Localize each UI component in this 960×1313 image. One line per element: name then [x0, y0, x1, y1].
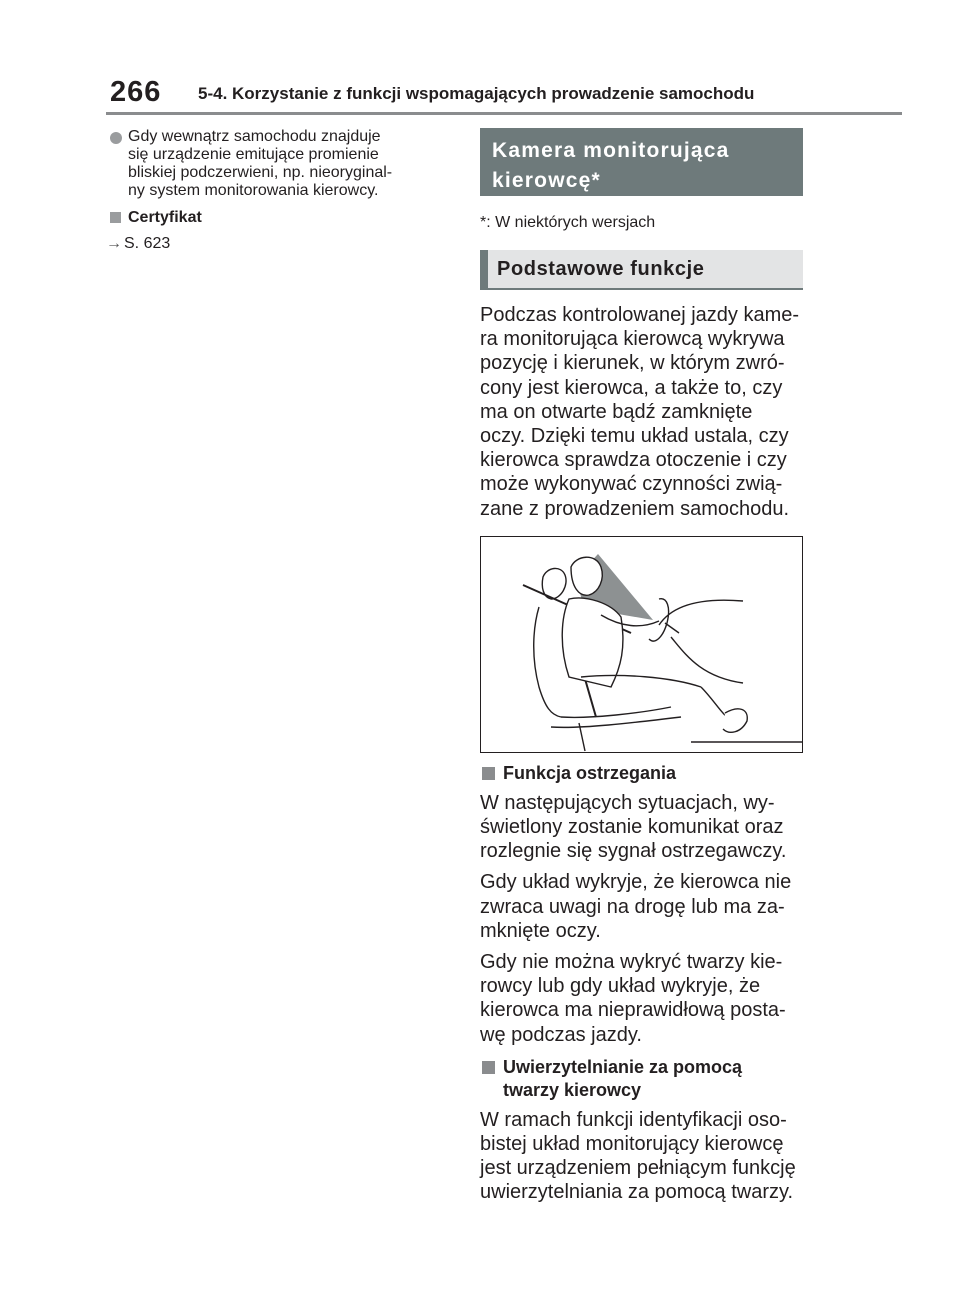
left-column	[106, 128, 451, 254]
section-title: 5-4. Korzystanie z funkcji wspomagających prowadzenie samochodu	[198, 84, 755, 103]
text-line: W następujących sytuacjach, wy-	[480, 791, 775, 814]
square-bullet-icon	[482, 767, 495, 780]
warning-paragraph-1	[480, 791, 803, 864]
text-line: uwierzytelniania za pomocą twarzy.	[480, 1181, 794, 1204]
text-line: ra monitorująca kierowcą wykrywa	[480, 328, 785, 351]
certificate-heading-text: Certyfikat	[128, 209, 202, 226]
page-number: 266	[110, 76, 162, 108]
text-line: pozycję i kierunek, w którym zwró-	[480, 352, 785, 375]
driver-seat-diagram	[481, 537, 802, 752]
text-line: wę podczas jazdy.	[480, 1023, 642, 1046]
seat-back	[534, 607, 561, 717]
text-line: może wykonywać czynności zwią-	[480, 473, 783, 496]
square-bullet-icon	[482, 1061, 495, 1074]
text-line: zwraca uwagi na drogę lub ma za-	[480, 895, 785, 918]
square-bullet-icon	[110, 212, 121, 223]
text-line: bistej układ monitorujący kierowcę	[480, 1133, 784, 1156]
sub-heading: Podstawowe funkcje	[480, 250, 803, 290]
infrared-note	[106, 128, 451, 200]
text-line: Gdy wewnątrz samochodu znajduje	[128, 128, 381, 145]
warning-heading-text: Funkcja ostrzegania	[503, 762, 677, 783]
arrow-right-icon: →	[106, 235, 122, 252]
text-line: rowcy lub gdy układ wykryje, że	[480, 975, 761, 998]
footnote: *: W niektórych wersjach	[480, 214, 656, 231]
text-line: cony jest kierowca, a także to, czy	[480, 376, 783, 399]
text-line: się urządzenie emitujące promienie	[128, 146, 379, 163]
authentication-heading	[480, 1056, 803, 1102]
text-line: oczy. Dzięki temu układ ustala, czy	[480, 425, 789, 448]
text-line: ny system monitorowania kierowcy.	[128, 182, 379, 199]
intro-paragraph	[480, 303, 803, 521]
steering-wheel	[649, 599, 669, 641]
heading-line: kierowcę*	[492, 169, 601, 192]
driver-foot	[723, 709, 747, 732]
main-heading	[480, 128, 803, 196]
seat-cushion	[561, 707, 671, 717]
warning-heading	[480, 762, 803, 785]
steering-column	[665, 623, 679, 633]
text-line: zane z prowadzeniem samochodu.	[480, 497, 790, 520]
page-reference[interactable]: S. 623	[124, 235, 171, 252]
authentication-paragraph	[480, 1108, 803, 1205]
bullet-dot-icon	[110, 132, 122, 144]
text-line: jest urządzeniem pełniącym funkcję	[480, 1157, 796, 1180]
driver-shin	[701, 687, 729, 719]
text-line: Gdy nie można wykryć twarzy kie-	[480, 951, 783, 974]
heading-line: Kamera monitorująca	[492, 139, 730, 162]
driver-camera-illustration	[480, 536, 803, 753]
right-column	[480, 128, 803, 1205]
text-line: Podczas kontrolowanej jazdy kame-	[480, 304, 800, 326]
text-line: ma on otwarte bądź zamknięte	[480, 400, 753, 423]
heading-line: twarzy kierowcy	[503, 1079, 642, 1100]
text-line: kierowca sprawdza otoczenie i czy	[480, 449, 787, 472]
text-line: świetlony zostanie komunikat oraz	[480, 816, 784, 839]
heading-line: Uwierzytelnianie za pomocą	[503, 1056, 743, 1077]
certificate-reference[interactable]	[106, 234, 451, 254]
driver-torso	[562, 598, 623, 687]
dashboard-outline	[659, 600, 743, 625]
seat-base	[551, 717, 681, 727]
certificate-heading	[106, 208, 451, 228]
driver-head	[571, 557, 602, 595]
text-line: bliskiej podczerwieni, np. nieoryginal-	[128, 164, 393, 181]
dashboard-lower	[671, 637, 743, 683]
header-rule	[106, 112, 902, 115]
text-line: kierowca ma nieprawidłową posta-	[480, 999, 786, 1022]
text-line: mknięte oczy.	[480, 919, 601, 942]
text-line: Gdy układ wykryje, że kierowca nie	[480, 871, 792, 894]
text-line: rozlegnie się sygnał ostrzegawczy.	[480, 840, 787, 863]
warning-paragraph-2	[480, 870, 803, 943]
text-line: W ramach funkcji identyfikacji oso-	[480, 1108, 787, 1131]
warning-paragraph-3	[480, 950, 803, 1047]
